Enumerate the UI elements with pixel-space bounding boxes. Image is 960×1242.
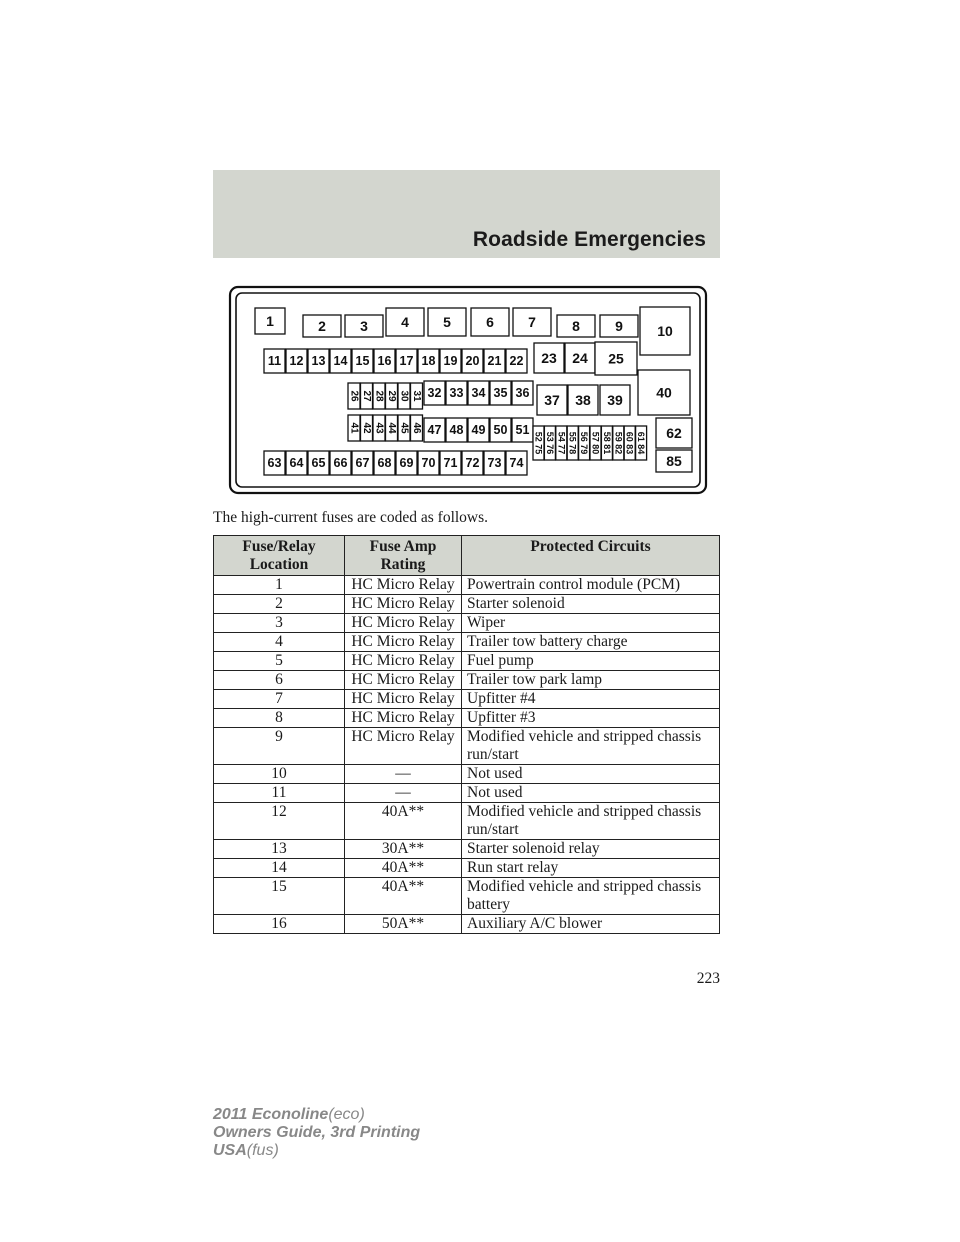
fuse-50-label: 50 [493,423,508,437]
fuse-47-label: 47 [427,423,442,437]
footer [213,1106,420,1160]
cell-rating: HC Micro Relay [345,690,462,709]
table-row [214,784,720,803]
cell-location: 16 [214,915,345,934]
fuse-5-label: 5 [443,314,451,330]
fuse-39-label: 39 [607,392,623,408]
fuse-17-label: 17 [399,354,414,368]
fuse-48-label: 48 [449,423,464,437]
cell-circuits: Fuel pump [462,652,720,671]
fuse-42-label: 42 [361,422,372,434]
cell-location: 11 [214,784,345,803]
table-row [214,595,720,614]
cell-rating: HC Micro Relay [345,709,462,728]
table-row [214,728,720,765]
fuse-6-label: 6 [486,314,494,330]
fuse-46-label: 46 [411,422,422,434]
fuse-63-label: 63 [267,456,282,470]
cell-circuits: Powertrain control module (PCM) [462,576,720,595]
fuse-67-label: 67 [355,456,370,470]
intro-text: The high-current fuses are coded as follows. [213,509,489,526]
fuse-18-label: 18 [421,354,436,368]
cell-circuits: Not used [462,784,720,803]
cell-location: 4 [214,633,345,652]
cell-circuits: Trailer tow park lamp [462,671,720,690]
table-header-row [214,536,720,576]
cell-circuits: Trailer tow battery charge [462,633,720,652]
fuse-66-label: 66 [333,456,348,470]
table-row [214,859,720,878]
fuse-72-label: 72 [465,456,480,470]
fuse-12-label: 12 [289,354,304,368]
cell-rating: — [345,784,462,803]
fuse-19-label: 19 [443,354,458,368]
fuse-22-label: 22 [509,354,524,368]
footer-market: USA [213,1142,247,1159]
cell-location: 7 [214,690,345,709]
cell-rating: 50A** [345,915,462,934]
fuse-pair-label: 53 76 [544,431,555,455]
fuse-51-label: 51 [515,423,530,437]
footer-line-2: Owners Guide, 3rd Printing [213,1124,421,1141]
fuse-73-label: 73 [487,456,502,470]
footer-line-3 [213,1142,420,1160]
cell-rating: 40A** [345,859,462,878]
cell-circuits: Run start relay [462,859,720,878]
fuse-23-label: 23 [541,350,557,366]
fuse-25-label: 25 [608,350,624,367]
page-number: 223 [696,970,720,987]
cell-location: 8 [214,709,345,728]
cell-circuits: Modified vehicle and stripped chassis run/start [462,803,720,840]
column-header-rating: Fuse Amp Rating [345,536,462,576]
cell-circuits: Starter solenoid [462,595,720,614]
table-row [214,765,720,784]
table-row [214,803,720,840]
cell-rating: HC Micro Relay [345,633,462,652]
fuse-32-label: 32 [427,386,442,400]
fuse-37-label: 37 [544,392,560,408]
fuse-71-label: 71 [443,456,458,470]
table-row [214,840,720,859]
cell-circuits: Starter solenoid relay [462,840,720,859]
table-row [214,671,720,690]
fuse-pair-label: 52 75 [533,431,544,455]
fuse-4-label: 4 [401,314,409,330]
fuse-34-label: 34 [471,386,486,400]
fuse-11-label: 11 [267,354,282,368]
cell-circuits: Wiper [462,614,720,633]
cell-location: 3 [214,614,345,633]
fuse-pair-label: 59 82 [613,431,624,455]
table-row [214,878,720,915]
table-row [214,614,720,633]
cell-location: 12 [214,803,345,840]
fuse-27-label: 27 [361,390,372,402]
fuse-33-label: 33 [449,386,464,400]
cell-rating: 40A** [345,878,462,915]
fuse-43-label: 43 [373,422,385,434]
cell-circuits: Upfitter #4 [462,690,720,709]
fuse-38-label: 38 [575,392,591,408]
column-header-location: Fuse/Relay Location [214,536,345,576]
cell-location: 14 [214,859,345,878]
fuse-74-label: 74 [509,456,524,470]
fuse-26-label: 26 [348,390,360,402]
fuse-40-label: 40 [656,384,672,401]
fuse-15-label: 15 [355,354,370,368]
cell-circuits: Modified vehicle and stripped chassis run/start [462,728,720,765]
fuse-30-label: 30 [398,390,410,402]
fuse-49-label: 49 [471,423,486,437]
table-row [214,709,720,728]
fuse-45-label: 45 [398,422,410,434]
fuse-35-label: 35 [493,386,508,400]
cell-circuits: Upfitter #3 [462,709,720,728]
fuse-7-label: 7 [528,314,536,330]
fuse-table [213,535,720,934]
fuse-41-label: 41 [348,422,360,434]
cell-location: 13 [214,840,345,859]
fuse-69-label: 69 [399,456,414,470]
fuse-10-label: 10 [657,323,673,339]
fuse-pair-label: 60 83 [624,431,635,455]
column-header-circuits: Protected Circuits [462,536,720,576]
table-row [214,915,720,934]
section-title: Roadside Emergencies [472,228,706,251]
fuse-24-label: 24 [572,350,588,366]
fuse-2-label: 2 [318,318,326,334]
fuse-pair-label: 54 77 [556,431,567,455]
fuse-62-label: 62 [666,425,682,441]
table-row [214,576,720,595]
table-row [214,633,720,652]
cell-rating: HC Micro Relay [345,671,462,690]
fuse-68-label: 68 [377,456,392,470]
fuse-65-label: 65 [311,456,326,470]
cell-rating: HC Micro Relay [345,595,462,614]
fuse-21-label: 21 [487,354,502,368]
cell-location: 15 [214,878,345,915]
fuse-1-label: 1 [266,313,274,329]
fuse-pair-label: 55 78 [567,431,578,455]
cell-circuits: Modified vehicle and stripped chassis battery [462,878,720,915]
cell-location: 1 [214,576,345,595]
cell-circuits: Auxiliary A/C blower [462,915,720,934]
cell-location: 2 [214,595,345,614]
fuse-29-label: 29 [386,390,397,402]
cell-location: 6 [214,671,345,690]
table-row [214,690,720,709]
fuse-36-label: 36 [515,386,530,400]
footer-market-code: (fus) [246,1142,279,1159]
fuse-pair-label: 58 81 [601,431,612,455]
fuse-85-label: 85 [666,453,682,469]
footer-model-code: (eco) [328,1106,365,1123]
footer-line-1 [213,1106,420,1124]
cell-location: 10 [214,765,345,784]
table-row [214,652,720,671]
fuse-pair-label: 61 84 [636,431,647,455]
fuse-14-label: 14 [333,354,348,368]
cell-rating: — [345,765,462,784]
cell-location: 9 [214,728,345,765]
cell-rating: HC Micro Relay [345,652,462,671]
cell-rating: 40A** [345,803,462,840]
cell-circuits: Not used [462,765,720,784]
fuse-13-label: 13 [311,354,326,368]
fuse-31-label: 31 [411,390,422,402]
fuse-20-label: 20 [465,354,480,368]
cell-location: 5 [214,652,345,671]
fuse-9-label: 9 [615,318,623,334]
footer-model: 2011 Econoline [213,1106,329,1123]
fuse-pair-label: 57 80 [590,431,601,455]
cell-rating: HC Micro Relay [345,728,462,765]
fuse-28-label: 28 [373,390,385,402]
fuse-box-diagram [228,285,708,497]
fuse-16-label: 16 [377,354,392,368]
fuse-8-label: 8 [572,318,580,334]
fuse-pair-label: 56 79 [579,431,590,455]
fuse-70-label: 70 [421,456,436,470]
cell-rating: HC Micro Relay [345,614,462,633]
section-header [213,170,720,258]
fuse-64-label: 64 [289,456,304,470]
fuse-3-label: 3 [360,318,368,334]
fuse-44-label: 44 [386,422,397,434]
cell-rating: 30A** [345,840,462,859]
cell-rating: HC Micro Relay [345,576,462,595]
